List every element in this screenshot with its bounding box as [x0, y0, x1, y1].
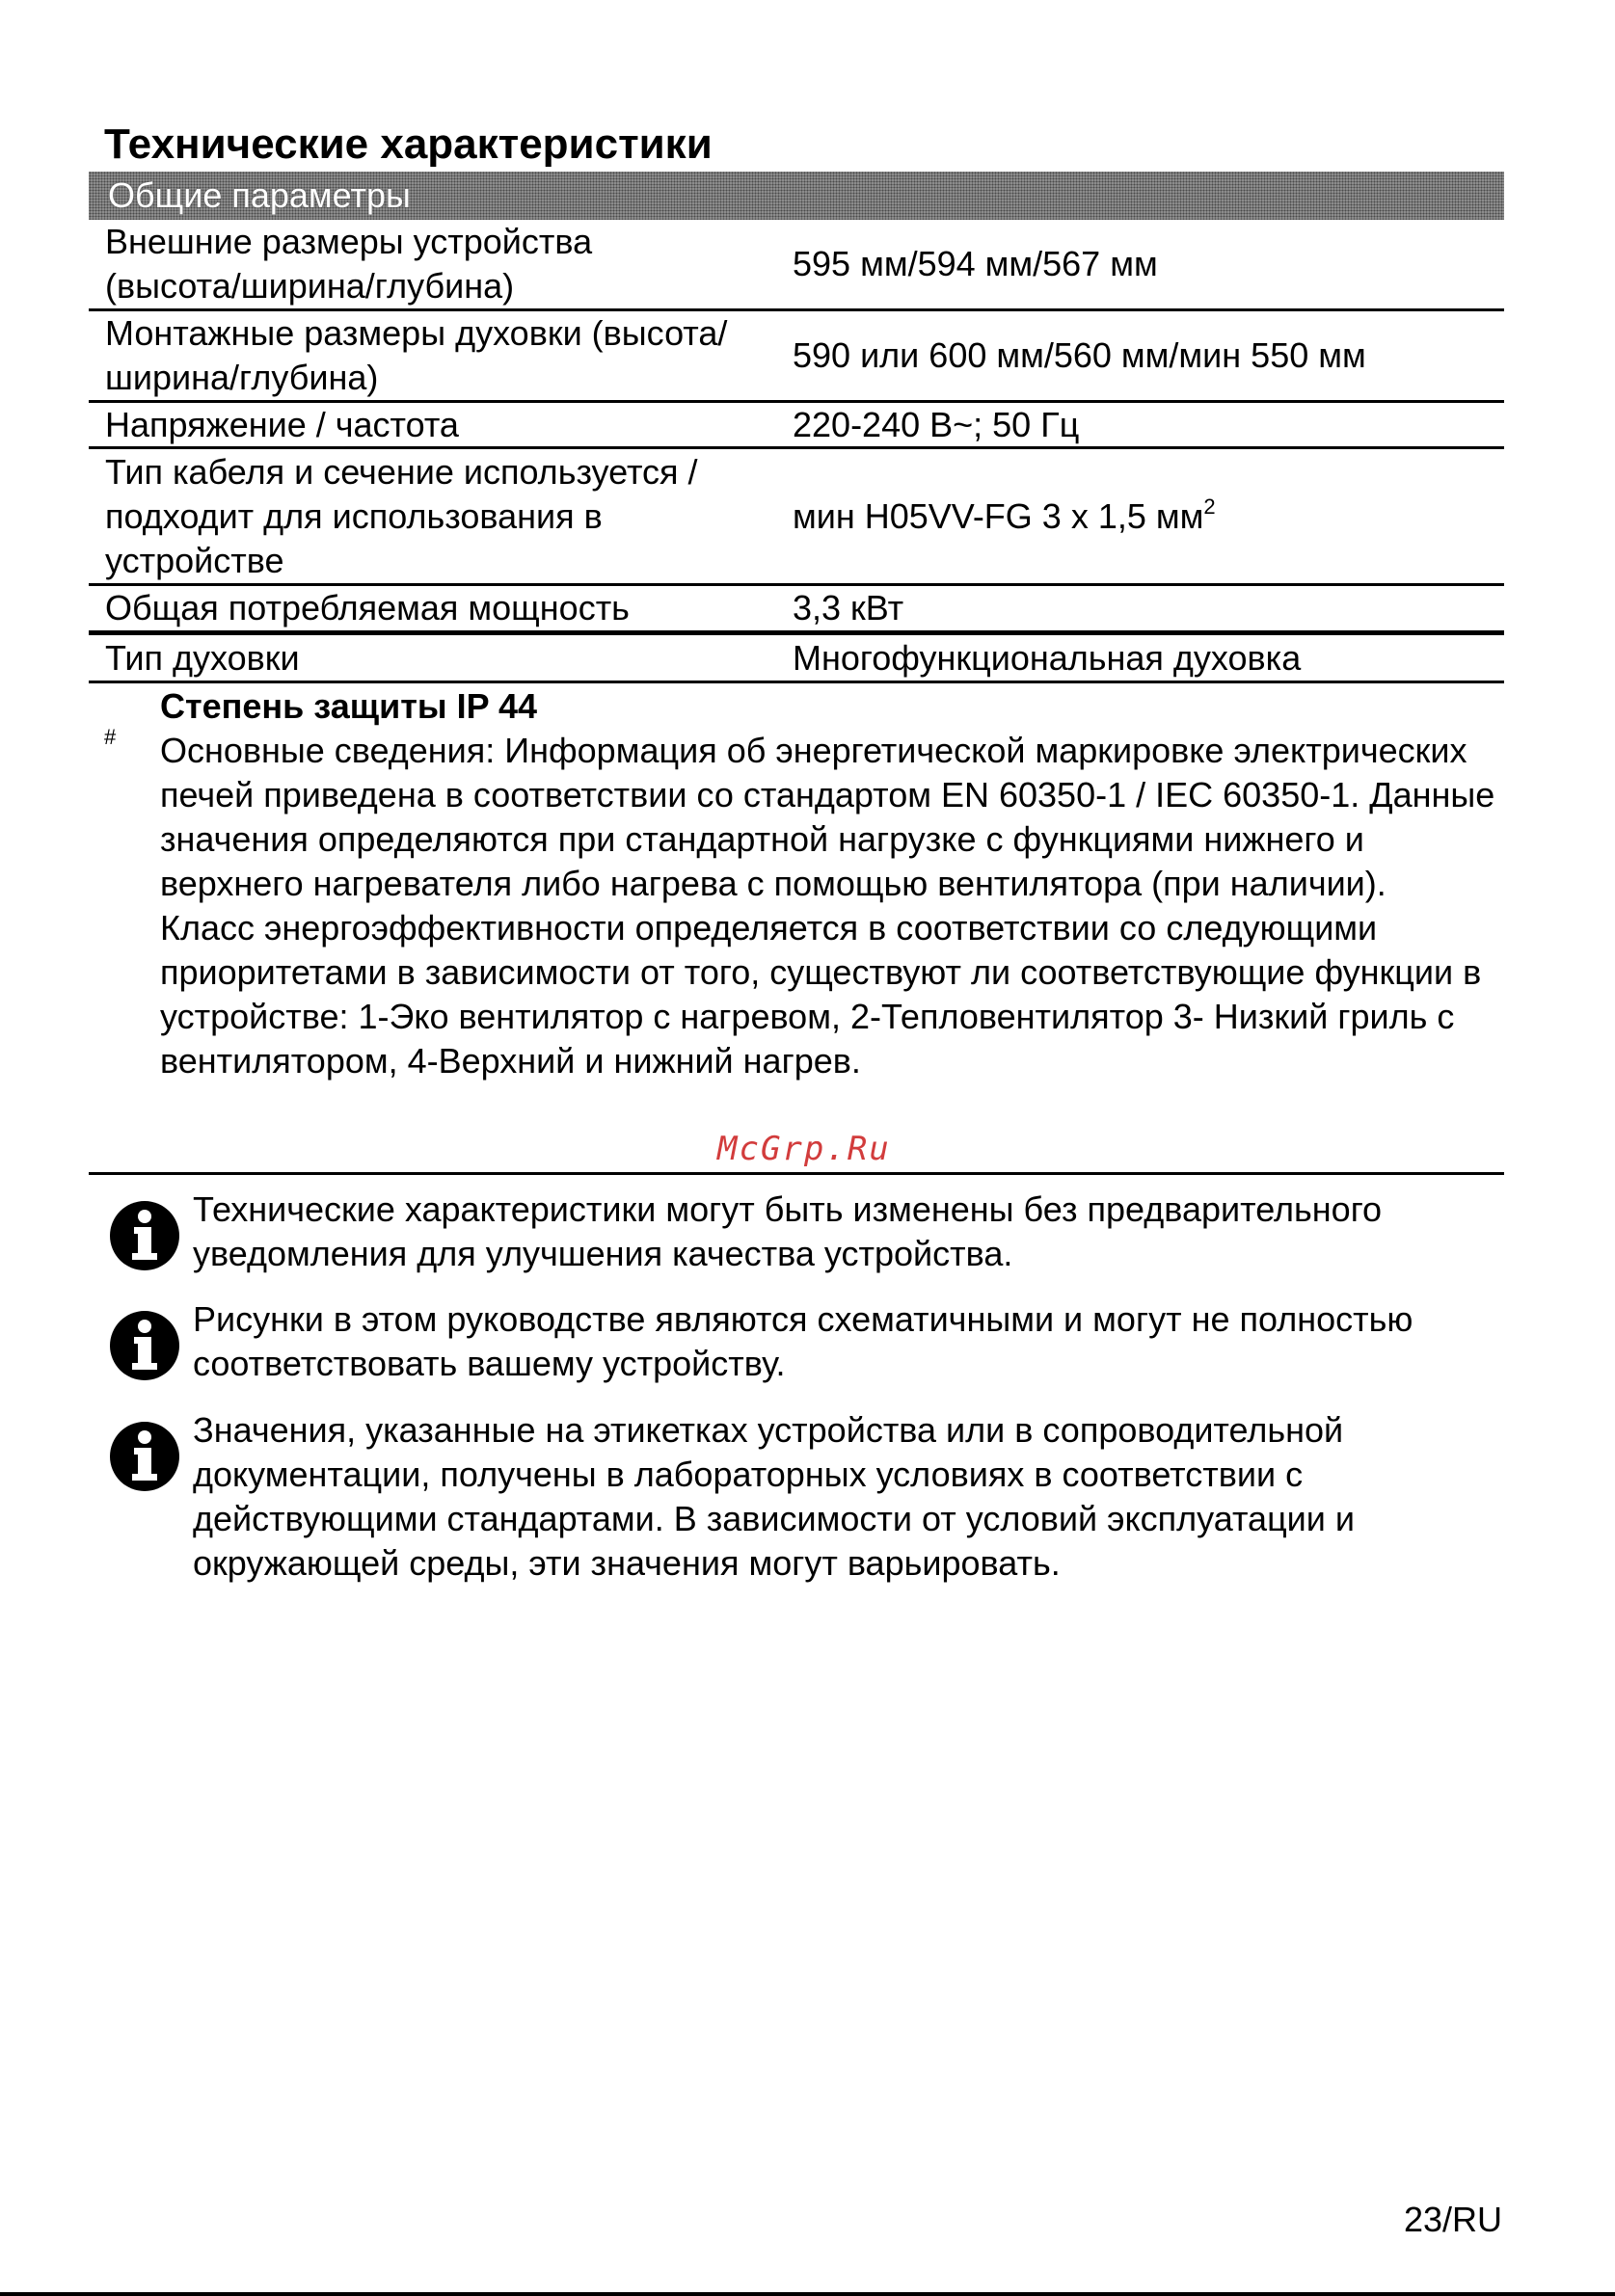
- spec-row: [89, 220, 1504, 311]
- bottom-rule: [0, 2292, 1615, 2296]
- info-icon: [108, 1199, 181, 1272]
- page-title: Технические характеристики: [104, 120, 713, 168]
- ip-rating: Степень защиты IP 44: [160, 686, 538, 726]
- spec-value: 220-240 В~; 50 Гц: [793, 404, 1080, 444]
- spec-label: Тип кабеля и сечение используется / подходит для использования в устройстве: [105, 451, 698, 580]
- footnote-paragraph: Класс энергоэффективности определяется в соответствии со следующими приоритетами в зависимости от того, существуют ли соответствующие функции в устройстве: 1-Эко вентилятор с нагревом, 2-Тепловентилятор 3- Низкий гриль с вентилятором, 4-Верхний и нижний нагрев.: [160, 908, 1482, 1081]
- spec-label: Внешние размеры устройства (высота/ширина/глубина): [105, 222, 593, 306]
- spec-label: Напряжение / частота: [105, 404, 459, 444]
- note-text: Технические характеристики могут быть изменены без предварительного уведомления для улучшения качества устройства.: [193, 1189, 1383, 1273]
- info-icon: [108, 1309, 181, 1382]
- info-note: [108, 1188, 1516, 1276]
- spec-row: [89, 311, 1504, 403]
- section-header: Общие параметры: [89, 172, 1504, 220]
- spec-row: [89, 449, 1504, 586]
- divider: [89, 1172, 1504, 1175]
- note-text: Рисунки в этом руководстве являются схематичными и могут не полностью соответствовать вашему устройству.: [193, 1299, 1413, 1383]
- spec-value: [793, 494, 1504, 539]
- info-note: [108, 1408, 1516, 1586]
- spec-value-text: мин H05VV-FG 3 x 1,5 мм: [793, 495, 1204, 536]
- info-icon: [108, 1420, 181, 1493]
- spec-value: 3,3 кВт: [793, 588, 904, 627]
- spec-label: Общая потребляемая мощность: [105, 588, 630, 627]
- spec-row: [89, 403, 1504, 449]
- spec-value: Многофункциональная духовка: [793, 637, 1302, 678]
- spec-row: [89, 635, 1504, 683]
- spec-value: 595 мм/594 мм/567 мм: [793, 244, 1158, 283]
- spec-value: 590 или 600 мм/560 мм/мин 550 мм: [793, 335, 1366, 375]
- superscript: 2: [1203, 494, 1216, 519]
- watermark: McGrp.Ru: [717, 1130, 891, 1168]
- note-text: Значения, указанные на этикетках устройства или в сопроводительной документации, получены в лабораторных условиях в соответствии с действующими стандартами. В зависимости от условий эксплуатации и окружающей среды, эти значения могут варьировать.: [193, 1410, 1356, 1583]
- page-number: 23/RU: [1404, 2200, 1503, 2239]
- footnote-paragraph: Основные сведения: Информация об энергетической маркировке электрических печей приведена в соответствии со стандартом EN 60350-1 / IEC 60350-1. Данные значения определяются при стандартной нагрузке с функциями нижнего и верхнего нагревателя либо нагрева с помощью вентилятора (при наличии).: [160, 731, 1495, 903]
- footnote: [160, 729, 1510, 1083]
- spec-row: [89, 586, 1504, 635]
- spec-label: Монтажные размеры духовки (высота/ширина/глубина): [105, 313, 728, 397]
- info-note: [108, 1297, 1516, 1386]
- footnote-mark: #: [104, 725, 117, 749]
- specs-table: [89, 220, 1504, 683]
- spec-label: Тип духовки: [105, 637, 300, 678]
